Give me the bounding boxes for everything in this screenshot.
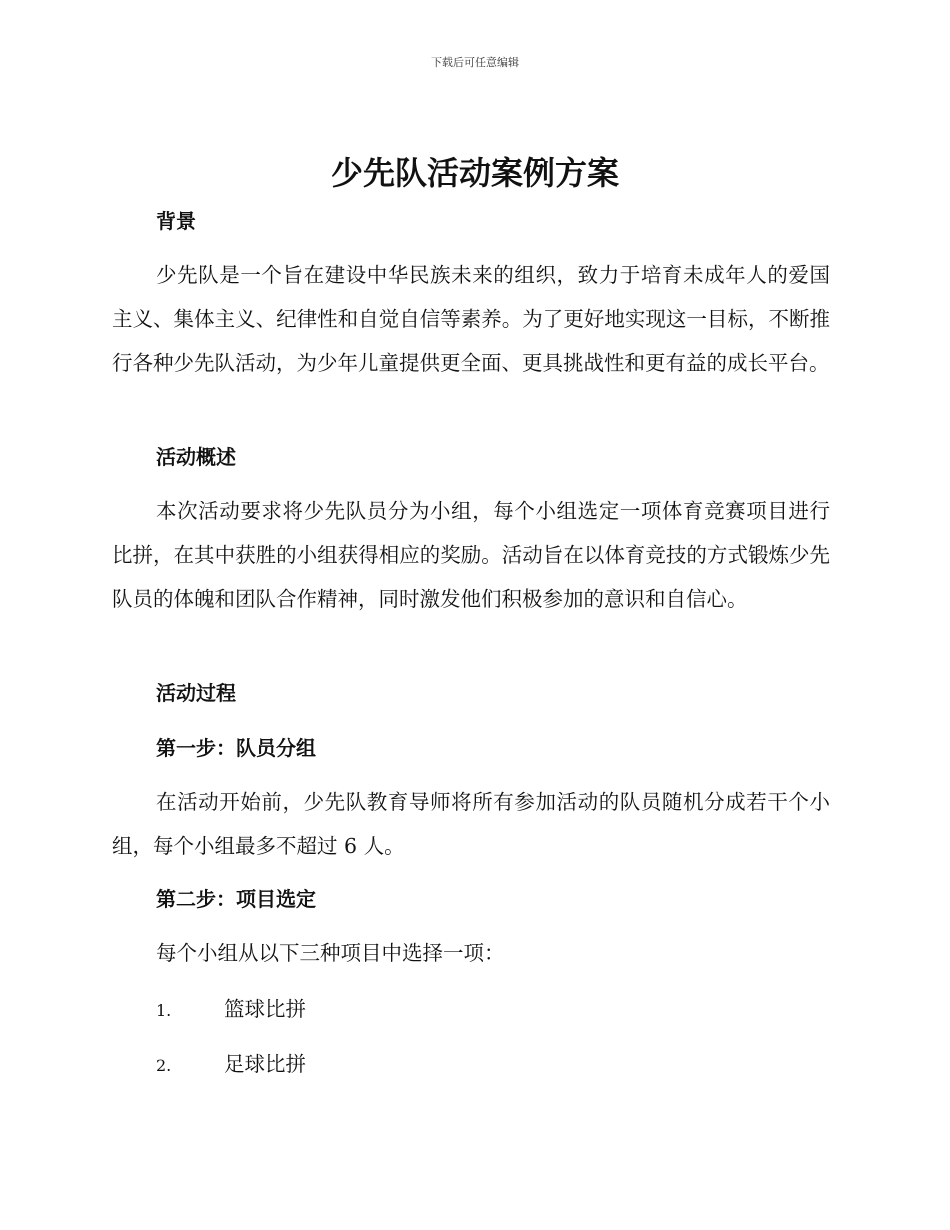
paragraph-step1: 在活动开始前，少先队教育导师将所有参加活动的队员随机分成若干个小组，每个小组最多不超过 6 人。 [112,790,830,858]
paragraph-overview: 本次活动要求将少先队员分为小组，每个小组选定一项体育竞赛项目进行比拼，在其中获胜的小组获得相应的奖励。活动旨在以体育竞技的方式锻炼少先队员的体魄和团队合作精神，同时激发他们积极参加的意识和自信心。 [112,499,830,611]
document-title: 少先队活动案例方案 [330,154,619,192]
heading-background: 背景 [156,209,196,233]
heading-step1: 第一步：队员分组 [156,736,316,760]
list-item [112,994,874,1026]
list-item-label: 足球比拼 [224,1052,306,1076]
list-item-number: 1. [156,1001,172,1020]
list-item-label: 篮球比拼 [224,997,306,1021]
list-item-number: 2. [156,1056,172,1075]
list-item [112,1049,874,1081]
heading-step2: 第二步：项目选定 [156,887,316,911]
paragraph-step2: 每个小组从以下三种项目中选择一项： [156,941,505,965]
heading-overview: 活动概述 [156,445,236,469]
heading-process: 活动过程 [156,681,236,705]
paragraph-background: 少先队是一个旨在建设中华民族未来的组织，致力于培育未成年人的爱国主义、集体主义、纪律性和自觉自信等素养。为了更好地实现这一目标，不断推行各种少先队活动，为少年儿童提供更全面、更具挑战性和更有益的成长平台。 [112,263,830,375]
page-header-note: 下载后可任意编辑 [431,56,519,69]
